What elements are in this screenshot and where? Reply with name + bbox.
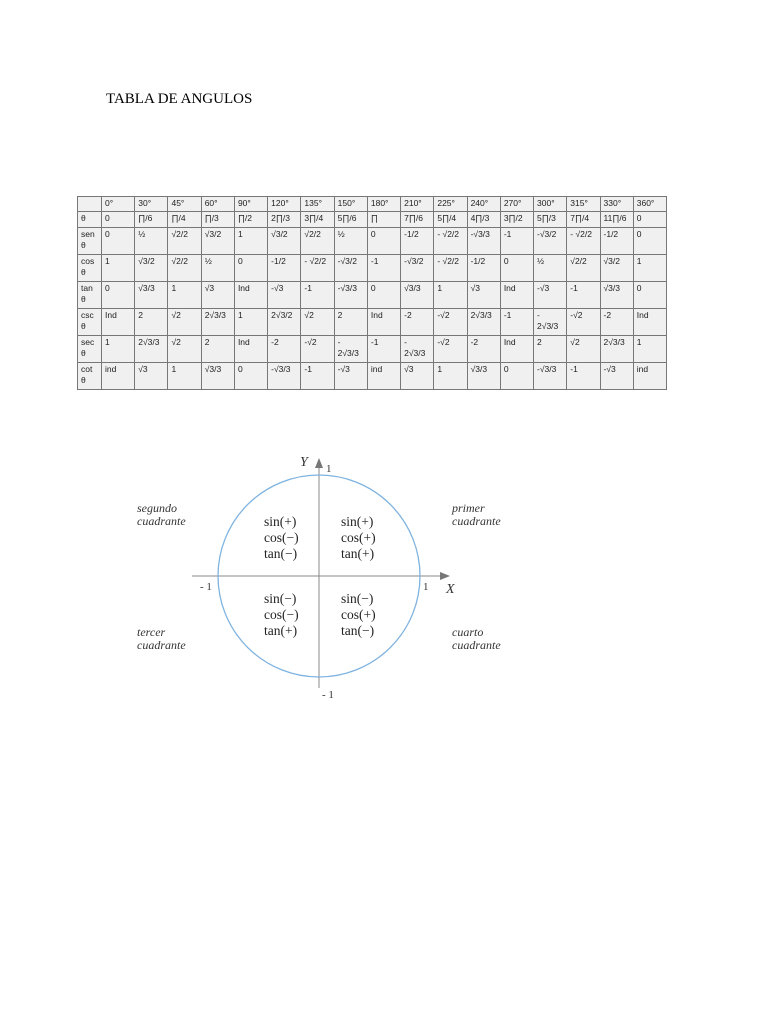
unit-circle-quadrants-diagram [130,448,530,708]
table-cell: 1 [168,363,201,390]
table-cell: -√3 [268,282,301,309]
table-row [78,255,667,282]
q2-label-line2: cuadrante [137,514,186,528]
table-cell: -√3 [334,363,367,390]
q3-cos: cos(−) [264,607,299,622]
table-cell: 3∏/2 [500,212,533,228]
table-cell: 1 [633,255,666,282]
table-cell: 0 [633,282,666,309]
table-cell: Ind [234,336,267,363]
table-cell: -√3/3 [268,363,301,390]
table-cell: -√2 [567,309,600,336]
table-cell: √2/2 [168,255,201,282]
header-cell: 270° [500,197,533,212]
q1-tan: tan(+) [341,546,375,561]
row-label-cell: sen θ [78,228,102,255]
table-cell: -1 [500,309,533,336]
table-cell: - √2/2 [567,228,600,255]
header-cell: 240° [467,197,500,212]
q2-tan: tan(−) [264,546,298,561]
header-cell: 210° [401,197,434,212]
table-cell: 2 [334,309,367,336]
table-cell: 2 [135,309,168,336]
table-cell: Ind [500,282,533,309]
table-cell: 2 [534,336,567,363]
table-cell: -2 [467,336,500,363]
table-cell: 0 [500,255,533,282]
q2-sin: sin(+) [264,514,297,529]
table-cell: ½ [201,255,234,282]
q3-label-line1: tercer [137,625,166,639]
table-cell: Ind [633,309,666,336]
table-cell: 0 [102,282,135,309]
table-cell: √2 [168,336,201,363]
header-cell: 60° [201,197,234,212]
table-cell: -√3/3 [334,282,367,309]
table-cell: -2 [401,309,434,336]
row-label-cell: cos θ [78,255,102,282]
y-axis-label: Y [300,455,308,470]
table-cell: 11∏/6 [600,212,633,228]
table-cell: √2/2 [567,255,600,282]
q4-label-line1: cuarto [452,625,484,639]
table-cell: ∏/4 [168,212,201,228]
header-cell: 330° [600,197,633,212]
q1-label-line2: cuadrante [452,514,501,528]
header-cell: 120° [268,197,301,212]
table-cell: 1 [168,282,201,309]
table-cell: -√3/3 [534,363,567,390]
table-cell: √3/2 [268,228,301,255]
q2-cos: cos(−) [264,530,299,545]
table-cell: 0 [633,212,666,228]
table-row [78,363,667,390]
table-cell: √3 [467,282,500,309]
table-cell: -√3/3 [467,228,500,255]
y-axis-arrow-icon [315,458,323,468]
table-cell: 7∏/6 [401,212,434,228]
table-cell: -√3/2 [334,255,367,282]
table-cell: - √2/2 [434,228,467,255]
table-cell: - √2/2 [301,255,334,282]
table-cell: √3/3 [401,282,434,309]
table-cell: -1/2 [268,255,301,282]
table-cell: -1/2 [401,228,434,255]
table-cell: √3/2 [600,255,633,282]
row-label-cell: sec θ [78,336,102,363]
table-cell: -1/2 [600,228,633,255]
header-cell: 360° [633,197,666,212]
q1-label-line1: primer [452,501,485,515]
q4-tan: tan(−) [341,623,375,638]
table-cell: -√3 [534,282,567,309]
table-cell: -1 [367,336,400,363]
table-cell: 5∏/3 [534,212,567,228]
table-cell: 0 [633,228,666,255]
row-label-cell: θ [78,212,102,228]
header-cell: 300° [534,197,567,212]
table-cell: 0 [234,363,267,390]
table-cell: √3 [201,282,234,309]
table-cell: 1 [102,336,135,363]
row-label-cell: cot θ [78,363,102,390]
y-tick-negative: - 1 [322,689,334,701]
trig-values-table [77,196,667,390]
q4-cos: cos(+) [341,607,376,622]
table-cell: √3/3 [201,363,234,390]
table-cell: -1 [301,363,334,390]
q3-sin: sin(−) [264,591,297,606]
table-cell: -√3/2 [534,228,567,255]
x-axis-label: X [446,582,455,597]
table-cell: - 2√3/3 [534,309,567,336]
table-cell: -1 [500,228,533,255]
table-cell: √2 [168,309,201,336]
table-cell: -1 [567,282,600,309]
row-label-cell: tan θ [78,282,102,309]
table-cell: ½ [334,228,367,255]
table-cell: -√3 [600,363,633,390]
table-cell: √3 [401,363,434,390]
row-label-cell: csc θ [78,309,102,336]
header-cell: 180° [367,197,400,212]
table-cell: - 2√3/3 [401,336,434,363]
header-corner-cell [78,197,102,212]
table-cell: 1 [633,336,666,363]
table-cell: 5∏/6 [334,212,367,228]
table-cell: -2 [268,336,301,363]
table-cell: √3/3 [467,363,500,390]
table-cell: 1 [434,282,467,309]
header-cell: 45° [168,197,201,212]
table-cell: -√2 [434,309,467,336]
table-row [78,212,667,228]
table-cell: -√3/2 [401,255,434,282]
table-cell: ind [633,363,666,390]
table-row [78,309,667,336]
table-cell: 0 [367,228,400,255]
table-cell: 1 [434,363,467,390]
table-cell: 5∏/4 [434,212,467,228]
table-cell: 1 [234,228,267,255]
table-cell: 2√3/3 [201,309,234,336]
header-cell: 30° [135,197,168,212]
table-row [78,228,667,255]
table-cell: -1/2 [467,255,500,282]
table-cell: 0 [500,363,533,390]
q3-label-line2: cuadrante [137,638,186,652]
q1-cos: cos(+) [341,530,376,545]
table-cell: ∏/3 [201,212,234,228]
table-cell: 3∏/4 [301,212,334,228]
table-cell: ∏/2 [234,212,267,228]
table-cell: √2/2 [168,228,201,255]
table-cell: √3 [135,363,168,390]
y-tick-positive: 1 [326,463,332,475]
header-cell: 315° [567,197,600,212]
table-cell: 1 [234,309,267,336]
table-cell: ∏ [367,212,400,228]
q2-label-line1: segundo [137,501,177,515]
table-cell: √3/2 [135,255,168,282]
q3-tan: tan(+) [264,623,298,638]
table-cell: 2√3/3 [467,309,500,336]
table-cell: ind [367,363,400,390]
table-cell: ∏/6 [135,212,168,228]
table-cell: ind [102,363,135,390]
table-cell: Ind [367,309,400,336]
table-cell: 1 [102,255,135,282]
table-cell: Ind [234,282,267,309]
q4-sin: sin(−) [341,591,374,606]
table-cell: √2 [301,309,334,336]
table-cell: √3/3 [600,282,633,309]
table-row [78,282,667,309]
table-cell: 2 [201,336,234,363]
table-cell: Ind [102,309,135,336]
table-cell: 4∏/3 [467,212,500,228]
table-cell: √2 [567,336,600,363]
q4-label-line2: cuadrante [452,638,501,652]
x-tick-negative: - 1 [200,581,212,593]
table-cell: 7∏/4 [567,212,600,228]
q1-sin: sin(+) [341,514,374,529]
table-cell: 2√3/2 [268,309,301,336]
table-cell: 2√3/3 [600,336,633,363]
table-header-row [78,197,667,212]
page-title: TABLA DE ANGULOS [106,91,253,107]
header-cell: 0° [102,197,135,212]
table-cell: 0 [102,228,135,255]
table-cell: 0 [102,212,135,228]
table-cell: 2∏/3 [268,212,301,228]
table-cell: 2√3/3 [135,336,168,363]
table-cell: 0 [367,282,400,309]
x-tick-positive: 1 [423,581,429,593]
table-cell: -2 [600,309,633,336]
header-cell: 135° [301,197,334,212]
table-cell: √2/2 [301,228,334,255]
table-cell: -√2 [301,336,334,363]
table-cell: -1 [367,255,400,282]
table-cell: -1 [567,363,600,390]
table-cell: -√2 [434,336,467,363]
header-cell: 90° [234,197,267,212]
header-cell: 225° [434,197,467,212]
table-cell: Ind [500,336,533,363]
table-cell: -1 [301,282,334,309]
table-cell: √3/2 [201,228,234,255]
table-row [78,336,667,363]
table-cell: 0 [234,255,267,282]
table-cell: ½ [534,255,567,282]
header-cell: 150° [334,197,367,212]
table-cell: - √2/2 [434,255,467,282]
table-cell: ½ [135,228,168,255]
x-axis-arrow-icon [440,572,450,580]
table-cell: √3/3 [135,282,168,309]
table-cell: - 2√3/3 [334,336,367,363]
